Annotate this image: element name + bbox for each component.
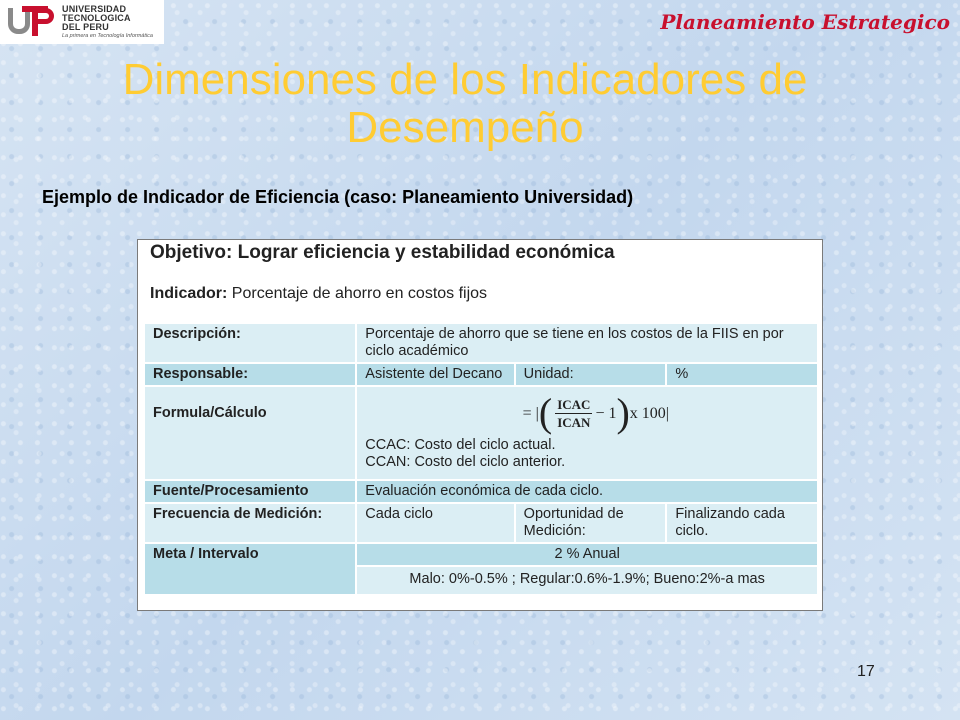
formula-cell	[356, 386, 818, 480]
indicator-table	[143, 322, 819, 596]
logo-line-3: DEL PERU	[62, 21, 109, 32]
fuente-label: Fuente/Procesamiento	[144, 480, 356, 503]
intervalo-value: Malo: 0%-0.5% ; Regular:0.6%-1.9%; Bueno:2%-a mas	[356, 566, 818, 595]
university-logo	[0, 0, 164, 44]
utp-logo-icon	[6, 4, 58, 40]
open-paren-icon: (	[538, 390, 553, 435]
ccan-definition: CCAN: Costo del ciclo anterior.	[365, 454, 566, 470]
formula-prefix: = |	[522, 404, 539, 422]
fuente-value: Evaluación económica de cada ciclo.	[356, 480, 818, 503]
formula-minus-one: − 1	[595, 404, 617, 422]
table-row	[144, 480, 818, 503]
indicator-card	[137, 239, 823, 611]
oportunidad-label: Oportunidad de Medición:	[515, 503, 667, 543]
indicator-value: Porcentaje de ahorro en costos fijos	[231, 285, 488, 302]
descripcion-value: Porcentaje de ahorro que se tiene en los costos de la FIIS en por ciclo académico	[356, 323, 818, 363]
formula-denominator: ICAN	[557, 414, 591, 430]
unidad-value: %	[666, 363, 818, 386]
logo-line-2: TECNOLOGICA	[62, 12, 131, 23]
indicator-label: Indicador:	[150, 285, 228, 302]
table-row	[144, 543, 818, 566]
formula-tail: x 100|	[629, 404, 669, 422]
table-row	[144, 363, 818, 386]
slide-title: Dimensiones de los Indicadores de Desempeño	[122, 55, 808, 152]
formula-label: Formula/Cálculo	[144, 386, 356, 480]
oportunidad-value: Finalizando cada ciclo.	[666, 503, 818, 543]
table-row	[144, 323, 818, 363]
formula-fraction	[555, 396, 592, 431]
frecuencia-value: Cada ciclo	[356, 503, 514, 543]
close-paren-icon: )	[616, 390, 630, 435]
unidad-label: Unidad:	[515, 363, 667, 386]
logo-text	[62, 5, 153, 40]
frecuencia-label: Frecuencia de Medición:	[144, 503, 356, 543]
meta-value: 2 % Anual	[356, 543, 818, 566]
descripcion-label: Descripción:	[144, 323, 356, 363]
logo-line-1: UNIVERSIDAD	[62, 3, 127, 14]
meta-label: Meta / Intervalo	[144, 543, 356, 595]
slide-subtitle: Ejemplo de Indicador de Eficiencia (caso: Planeamiento Universidad)	[42, 187, 634, 207]
objective-heading: Objetivo: Lograr eficiencia y estabilidad económica	[150, 242, 615, 263]
responsable-label: Responsable:	[144, 363, 356, 386]
indicator-line	[150, 285, 487, 303]
logo-tagline: La primera en Tecnología Informática	[62, 32, 153, 39]
table-row	[144, 503, 818, 543]
responsable-value: Asistente del Decano	[356, 363, 514, 386]
formula-expression	[365, 389, 809, 437]
page-number: 17	[857, 663, 875, 680]
table-row	[144, 386, 818, 480]
ccac-definition: CCAC: Costo del ciclo actual.	[365, 437, 556, 453]
brand-title: Planeamiento Estrategico	[660, 10, 950, 34]
formula-numerator: ICAC	[557, 396, 591, 412]
